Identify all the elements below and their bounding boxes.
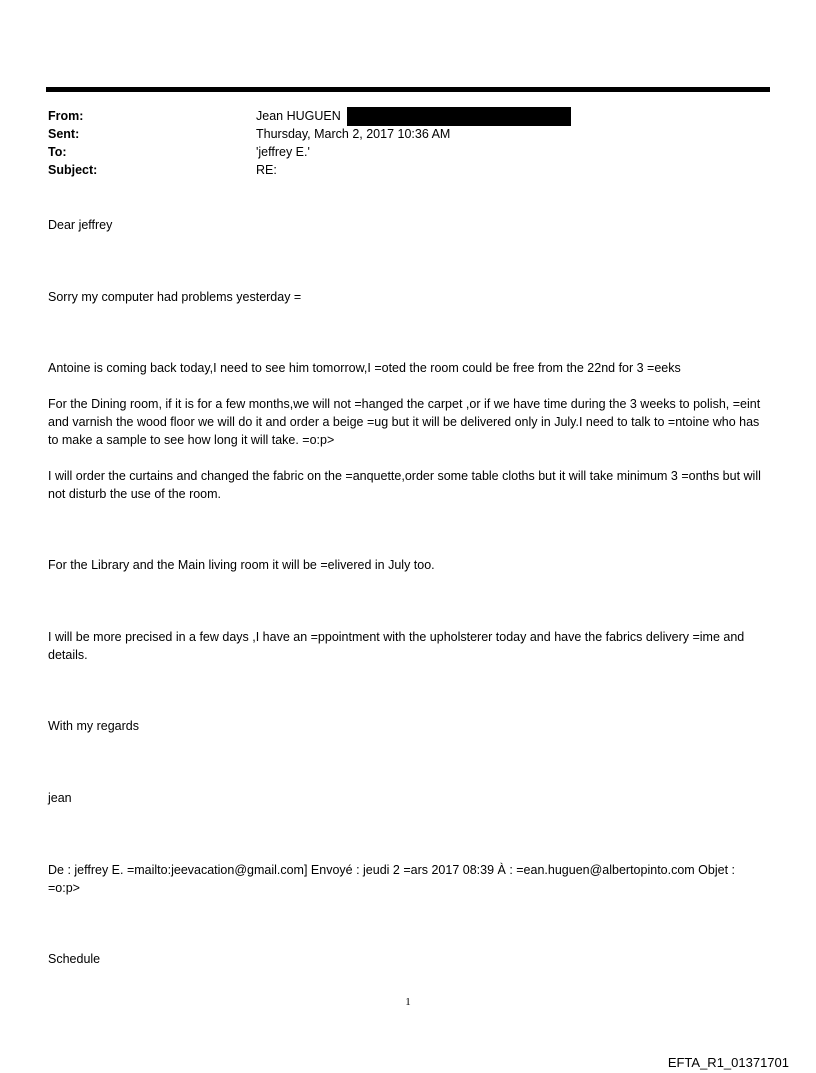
body-paragraph-1: Sorry my computer had problems yesterday = (48, 290, 302, 304)
to-value: 'jeffrey E.' (256, 145, 310, 159)
redaction-block (347, 107, 571, 126)
page-number: 1 (405, 996, 411, 1008)
sender-name: Jean HUGUEN (256, 109, 341, 123)
subject-row (48, 161, 770, 179)
quoted-header: De : jeffrey E. =mailto:jeevacation@gmail.com] Envoyé : jeudi 2 =ars 2017 08:39 À : =ean.huguen@albertopinto.com Objet : =o:p> (48, 863, 735, 895)
body-paragraph-6: I will be more precised in a few days ,I have an =ppointment with the upholsterer today and have the fabrics delivery =ime and details. (48, 630, 745, 662)
from-label: From: (48, 109, 84, 123)
greeting: Dear jeffrey (48, 218, 113, 232)
body-paragraph-3: For the Dining room, if it is for a few months,we will not =hanged the carpet ,or if we have time during the 3 weeks to polish, =eint and varnish the wood floor we will do it and order a beige =ug but it will be delivered only in July.I need to talk to =ntoine who has to make a sample to see how long it will take. =o:p> (48, 397, 761, 447)
from-value (256, 107, 770, 125)
email-header (48, 107, 770, 179)
to-row (48, 143, 770, 161)
sent-label: Sent: (48, 127, 80, 141)
signature: jean (48, 791, 72, 805)
closing: With my regards (48, 719, 139, 733)
sent-value: Thursday, March 2, 2017 10:36 AM (256, 127, 451, 141)
subject-label: Subject: (48, 163, 98, 177)
body-paragraph-4: I will order the curtains and changed the fabric on the =anquette,order some table cloths but it will take minimum 3 =onths but will not disturb the use of the room. (48, 469, 761, 501)
sent-row (48, 125, 770, 143)
body-paragraph-5: For the Library and the Main living room it will be =elivered in July too. (48, 558, 435, 572)
to-label: To: (48, 145, 67, 159)
document-id: EFTA_R1_01371701 (667, 1055, 789, 1070)
quoted-body: Schedule (48, 952, 101, 966)
subject-value: RE: (256, 163, 277, 177)
body-paragraph-2: Antoine is coming back today,I need to see him tomorrow,I =oted the room could be free from the 22nd for 3 =eeks (48, 361, 681, 375)
header-divider (46, 87, 770, 92)
from-row (48, 107, 770, 125)
